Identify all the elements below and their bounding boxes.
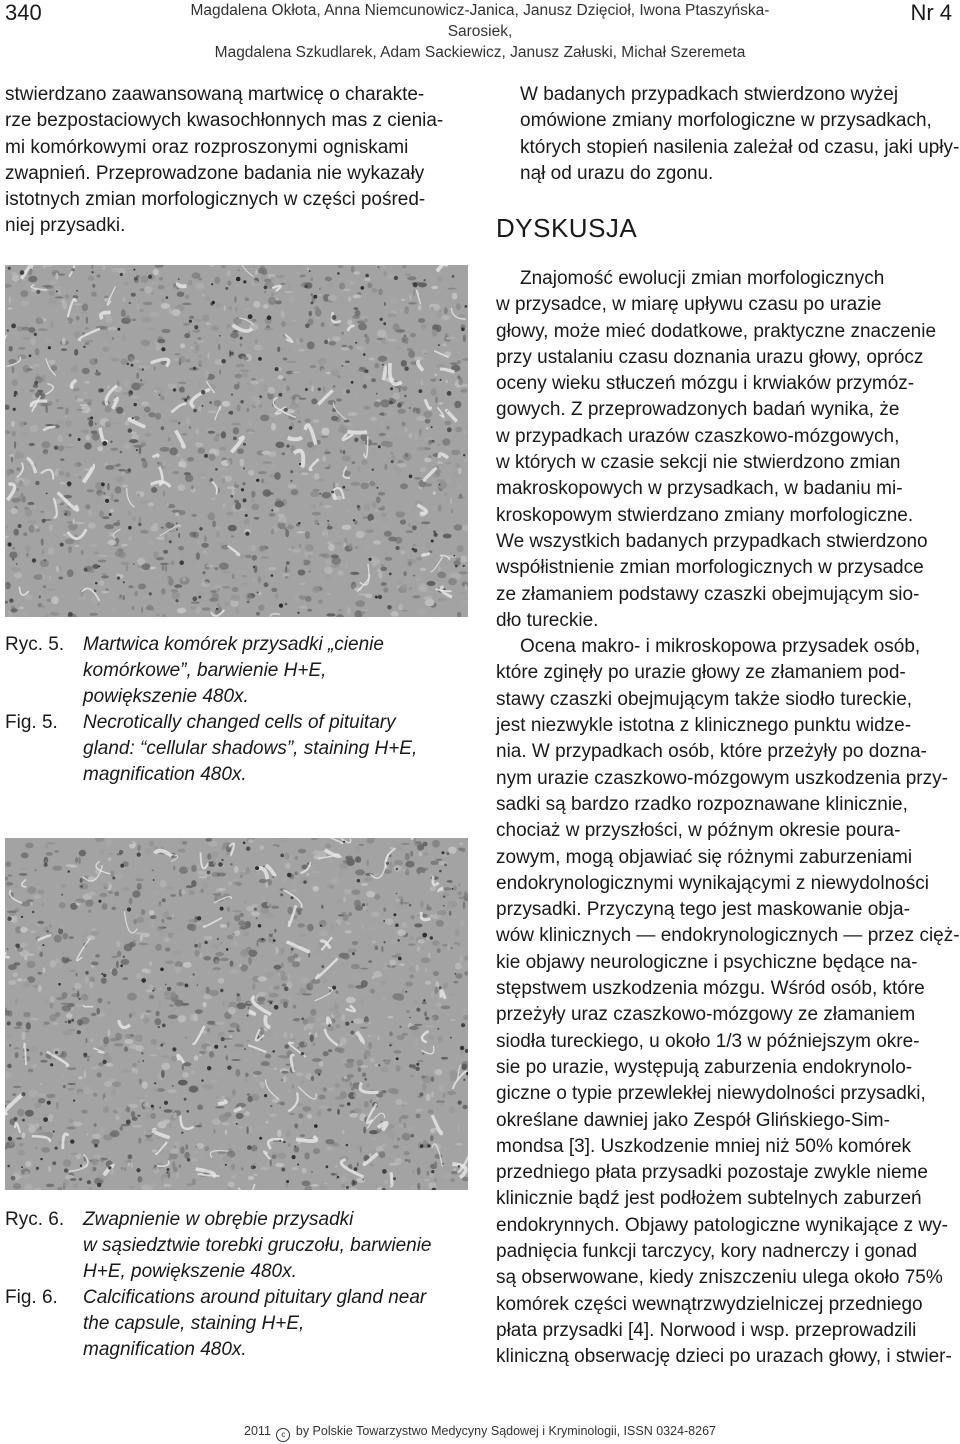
section-heading-dyskusja: DYSKUSJA <box>496 213 638 243</box>
body-text-line: wów klinicznych — endokrynologicznych — przez cięż- <box>496 925 960 947</box>
caption-6-en-text <box>83 1285 468 1363</box>
body-text-line: kie objawy neurologiczne i psychiczne będące na- <box>496 951 918 973</box>
body-text-line: makroskopowych w przysadkach, w badaniu mi- <box>496 478 903 500</box>
caption-5-polish <box>5 632 468 710</box>
body-text-line: zowym, mogą objawiać się różnymi zaburzeniami <box>496 846 913 868</box>
body-text-line: niej przysadki. <box>5 215 126 237</box>
body-text-line: stwierdzano zaawansowaną martwicę o charakte- <box>5 84 425 105</box>
body-text-line: rze bezpostaciowych kwasochłonnych mas z cienia- <box>5 110 444 132</box>
caption-6-polish <box>5 1207 468 1285</box>
caption-line: komórkowe”, barwienie H+E, <box>83 660 327 681</box>
body-text-line: są obserwowane, kiedy zniszczeniu ulega około 75% <box>496 1267 943 1289</box>
body-text-line: nia. W przypadkach osób, które przeżyły po dozna- <box>496 741 927 763</box>
body-text-line: Znajomość ewolucji zmian morfologicznych <box>520 268 885 289</box>
body-text-line: komórek części wewnątrzwydzielniczej przedniego <box>496 1293 923 1315</box>
body-text-line: ze złamaniem podstawy czaszki obejmującym sio- <box>496 583 920 605</box>
body-text-line: omówione zmiany morfologiczne w przysadkach, <box>520 110 932 132</box>
body-text-line: zwapnień. Przeprowadzone badania nie wykazały <box>5 162 425 184</box>
page-number: 340 <box>5 0 42 25</box>
body-text-line: które zginęły po urazie głowy ze złamaniem pod- <box>496 662 906 684</box>
body-text-line: w przypadkach urazów czaszkowo-mózgowych, <box>496 425 900 447</box>
caption-line: Zwapnienie w obrębie przysadki <box>83 1209 354 1230</box>
body-text-line: przeżyły uraz czaszkowo-mózgowy ze złamaniem <box>496 1004 916 1026</box>
body-text-line: siodła tureckiego, u około 1/3 w późniejszym okre- <box>496 1030 920 1052</box>
body-text-line: kliniczną obserwację dzieci po urazach głowy, i stwier- <box>496 1346 952 1368</box>
body-text-line: współistnienie zmian morfologicznych w przysadce <box>496 557 924 579</box>
caption-5-english <box>5 710 468 788</box>
caption-5-en-label: Fig. 5. <box>5 712 58 733</box>
caption-figure-6 <box>5 1207 468 1363</box>
body-text-line: w przysadce, w miarę upływu czasu po urazie <box>496 294 882 316</box>
body-text-line: stępstwem uszkodzenia mózgu. Wśród osób, które <box>496 978 925 1000</box>
body-text-line: nął od urazu do zgonu. <box>520 162 714 184</box>
body-text-line: głowy, może mieć dodatkowe, praktyczne znaczenie <box>496 320 937 342</box>
caption-line: the capsule, staining H+E, <box>83 1313 305 1334</box>
body-text-line: mondsa [3]. Uszkodzenie mniej niż 50% komórek <box>496 1135 912 1157</box>
body-text-line: kroskopowym stwierdzano zmiany morfologiczne. <box>496 504 914 526</box>
body-text-line: nym urazie czaszkowo-mózgowym uszkodzenia przy- <box>496 767 948 789</box>
caption-5-pl-label: Ryc. 5. <box>5 634 65 655</box>
body-text-line: mi komórkowymi oraz rozproszonymi ogniskami <box>5 136 409 158</box>
body-text-line: gowych. Z przeprowadzonych badań wynika, że <box>496 399 900 421</box>
body-text-line: sie po urazie, występują zaburzenia endokrynolo- <box>496 1056 913 1078</box>
body-text-line: endokrynologicznymi wynikającymi z niewydolności <box>496 872 929 894</box>
issue-number: Nr 4 <box>910 0 952 25</box>
footer-year: 2011 <box>244 1424 271 1438</box>
body-text-line: których stopień nasilenia zależał od czasu, jaki upły- <box>520 136 960 158</box>
body-text-line: padnięcia funkcji tarczycy, kory nadnerczy i gonad <box>496 1240 918 1262</box>
body-text-line: W badanych przypadkach stwierdzono wyżej <box>520 84 899 105</box>
body-text-line: dło tureckie. <box>496 609 599 631</box>
body-text-line: We wszystkich badanych przypadkach stwierdzono <box>496 530 928 552</box>
running-header-authors <box>160 0 800 63</box>
body-text-line: Ocena makro- i mikroskopowa przysadek osób, <box>520 636 921 658</box>
body-text-line: przy ustalaniu czasu doznania urazu głowy, oprócz <box>496 346 924 368</box>
body-text-line: przedniego płata przysadki pozostaje zwykle nieme <box>496 1162 928 1184</box>
page-footer <box>0 1424 960 1442</box>
left-intro-paragraph <box>5 82 468 240</box>
body-text-line: endokrynnych. Objawy patologiczne wynikające z wy- <box>496 1214 948 1236</box>
caption-line: Necrotically changed cells of pituitary <box>83 712 396 733</box>
body-text-line: oceny wieku stłuczeń mózgu i krwiaków przymóz- <box>496 373 915 395</box>
body-text-line: w których w czasie sekcji nie stwierdzono zmian <box>496 452 901 474</box>
caption-6-en-label: Fig. 6. <box>5 1287 58 1308</box>
caption-line: gland: “cellular shadows”, staining H+E, <box>83 738 418 759</box>
body-text-line: giczne o typie przewlekłej niewydolności przysadki, <box>496 1083 926 1105</box>
body-text-line: klinicznie bądź jest podłożem subtelnych zaburzeń <box>496 1188 922 1210</box>
right-top-paragraph <box>496 82 958 187</box>
caption-line: Calcifications around pituitary gland near <box>83 1287 427 1308</box>
body-text-line: istotnych zmian morfologicznych w części pośred- <box>5 189 426 211</box>
body-text-line: jest niezwykle istotna z klinicznego punktu widze- <box>496 715 912 737</box>
caption-6-pl-label: Ryc. 6. <box>5 1209 65 1230</box>
body-text-line: chociaż w przyszłości, w późnym okresie poura- <box>496 820 901 842</box>
micrograph-5-image <box>5 265 468 617</box>
caption-line: powiększenie 480x. <box>83 686 249 707</box>
caption-5-pl-text <box>83 632 468 710</box>
caption-line: Martwica komórek przysadki „cienie <box>83 634 384 655</box>
caption-6-english <box>5 1285 468 1363</box>
micrograph-6-image <box>5 838 468 1190</box>
caption-line: w sąsiedztwie torebki gruczołu, barwienie <box>83 1235 432 1256</box>
body-text-line: płata przysadki [4]. Norwood i wsp. przeprowadzili <box>496 1319 917 1341</box>
body-text-line: określane dawniej jako Zespół Glińskiego-Sim- <box>496 1109 890 1131</box>
body-text-line: przysadki. Przyczyną tego jest maskowanie obja- <box>496 899 910 921</box>
right-body-text <box>496 266 958 1370</box>
micrograph-figure-5 <box>5 265 468 617</box>
body-text-line: sadki są bardzo rzadko rozpoznawane klinicznie, <box>496 793 908 815</box>
micrograph-figure-6 <box>5 838 468 1190</box>
caption-6-pl-text <box>83 1207 468 1285</box>
body-text-line: stawy czaszki obejmującym także siodło tureckie, <box>496 688 913 710</box>
caption-5-en-text <box>83 710 468 788</box>
copyright-icon: c <box>276 1428 290 1442</box>
footer-publisher: by Polskie Towarzystwo Medycyny Sądowej i Kryminologii, ISSN 0324-8267 <box>295 1424 716 1438</box>
caption-line: H+E, powiększenie 480x. <box>83 1261 297 1282</box>
authors-line-2: Magdalena Szkudlarek, Adam Sackiewicz, Janusz Załuski, Michał Szeremeta <box>214 44 746 61</box>
caption-line: magnification 480x. <box>83 1339 247 1360</box>
caption-figure-5 <box>5 632 468 788</box>
authors-line-1: Magdalena Okłota, Anna Niemcunowicz-Janica, Janusz Dzięcioł, Iwona Ptaszyńska-Sarosiek, <box>190 2 770 40</box>
caption-line: magnification 480x. <box>83 764 247 785</box>
